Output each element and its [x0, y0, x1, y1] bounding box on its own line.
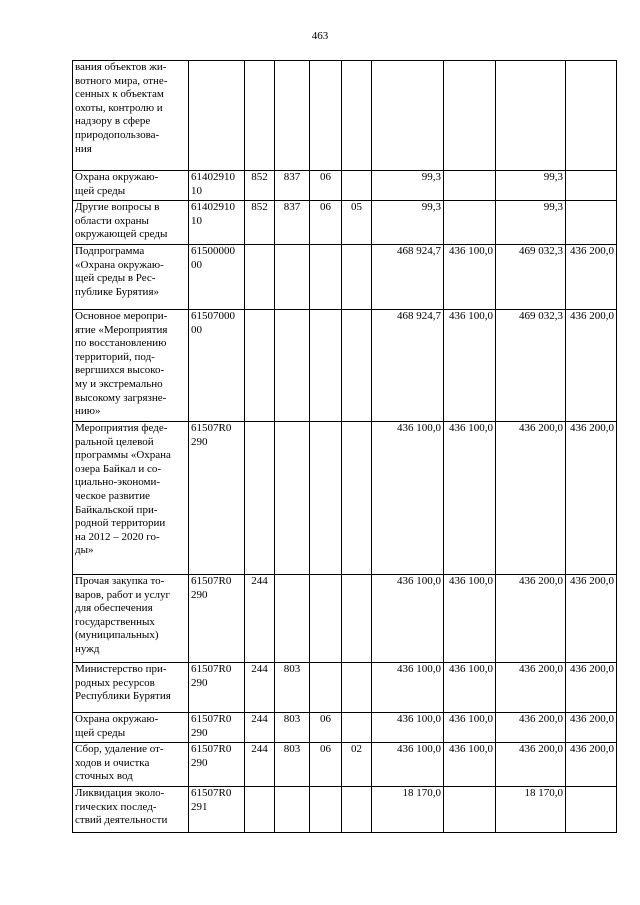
amount-1-cell: 436 100,0	[372, 422, 444, 575]
ministry-code-cell	[275, 245, 310, 310]
page-number: 463	[311, 30, 329, 42]
table-row	[73, 422, 617, 575]
section-cell	[310, 61, 342, 171]
ministry-code-cell: 837	[275, 201, 310, 245]
amount-4-cell: 436 200,0	[566, 743, 617, 787]
amount-3-cell: 436 200,0	[496, 713, 566, 743]
expense-type-cell	[245, 310, 275, 422]
row-name-cell: Охрана окружаю- щей среды	[73, 171, 189, 201]
section-cell	[310, 787, 342, 833]
row-name-cell: Основное меропри- ятие «Мероприятия по восстановлению территорий, под- вергшихся высоко- му и экстремально высокому загрязне- нию»	[73, 310, 189, 422]
ministry-code-cell	[275, 575, 310, 663]
table-row	[73, 713, 617, 743]
amount-1-cell: 436 100,0	[372, 575, 444, 663]
subsection-cell	[342, 61, 372, 171]
amount-1-cell: 436 100,0	[372, 713, 444, 743]
amount-4-cell	[566, 787, 617, 833]
table-row	[73, 201, 617, 245]
table-row	[73, 743, 617, 787]
ministry-code-cell: 837	[275, 171, 310, 201]
amount-3-cell: 99,3	[496, 171, 566, 201]
amount-3-cell: 436 200,0	[496, 575, 566, 663]
row-name-cell: Ликвидация эколо- гических послед- ствий деятельности	[73, 787, 189, 833]
budget-table	[72, 60, 617, 833]
section-cell: 06	[310, 743, 342, 787]
subsection-cell	[342, 663, 372, 713]
table-row	[73, 171, 617, 201]
amount-2-cell: 436 100,0	[444, 575, 496, 663]
amount-3-cell: 436 200,0	[496, 743, 566, 787]
target-code-cell: 61402910 10	[189, 201, 245, 245]
target-code-cell: 61500000 00	[189, 245, 245, 310]
section-cell: 06	[310, 201, 342, 245]
row-name-cell: Сбор, удаление от- ходов и очистка сточных вод	[73, 743, 189, 787]
amount-2-cell	[444, 787, 496, 833]
expense-type-cell: 244	[245, 713, 275, 743]
section-cell	[310, 310, 342, 422]
amount-2-cell: 436 100,0	[444, 422, 496, 575]
amount-3-cell: 18 170,0	[496, 787, 566, 833]
ministry-code-cell: 803	[275, 713, 310, 743]
amount-2-cell: 436 100,0	[444, 310, 496, 422]
row-name-cell: Мероприятия феде- ральной целевой программы «Охрана озера Байкал и со- циально-экономи- ческое развитие Байкальской при- родной территории на 2012 – 2020 го- ды»	[73, 422, 189, 575]
amount-4-cell: 436 200,0	[566, 310, 617, 422]
target-code-cell	[189, 61, 245, 171]
target-code-cell: 61507R0 290	[189, 713, 245, 743]
amount-4-cell: 436 200,0	[566, 663, 617, 713]
amount-4-cell: 436 200,0	[566, 422, 617, 575]
ministry-code-cell	[275, 61, 310, 171]
amount-1-cell: 468 924,7	[372, 245, 444, 310]
amount-4-cell: 436 200,0	[566, 575, 617, 663]
amount-2-cell	[444, 201, 496, 245]
subsection-cell	[342, 171, 372, 201]
target-code-cell: 61507R0 290	[189, 575, 245, 663]
amount-4-cell	[566, 61, 617, 171]
row-name-cell: Министерство при- родных ресурсов Республики Бурятия	[73, 663, 189, 713]
amount-1-cell: 436 100,0	[372, 663, 444, 713]
amount-2-cell	[444, 61, 496, 171]
row-name-cell: Другие вопросы в области охраны окружающей среды	[73, 201, 189, 245]
target-code-cell: 61507R0 290	[189, 422, 245, 575]
amount-4-cell	[566, 171, 617, 201]
amount-2-cell: 436 100,0	[444, 245, 496, 310]
section-cell	[310, 422, 342, 575]
ministry-code-cell	[275, 310, 310, 422]
subsection-cell	[342, 787, 372, 833]
amount-1-cell	[372, 61, 444, 171]
amount-4-cell: 436 200,0	[566, 713, 617, 743]
amount-1-cell: 468 924,7	[372, 310, 444, 422]
table-row	[73, 61, 617, 171]
table-row	[73, 663, 617, 713]
target-code-cell: 61402910 10	[189, 171, 245, 201]
amount-3-cell	[496, 61, 566, 171]
subsection-cell	[342, 310, 372, 422]
amount-3-cell: 99,3	[496, 201, 566, 245]
target-code-cell: 61507R0 291	[189, 787, 245, 833]
amount-1-cell: 99,3	[372, 171, 444, 201]
section-cell	[310, 663, 342, 713]
expense-type-cell: 244	[245, 663, 275, 713]
row-name-cell: Охрана окружаю- щей среды	[73, 713, 189, 743]
expense-type-cell: 852	[245, 171, 275, 201]
amount-4-cell	[566, 201, 617, 245]
ministry-code-cell: 803	[275, 663, 310, 713]
ministry-code-cell	[275, 422, 310, 575]
expense-type-cell: 244	[245, 575, 275, 663]
expense-type-cell	[245, 61, 275, 171]
amount-1-cell: 99,3	[372, 201, 444, 245]
row-name-cell: Подпрограмма «Охрана окружаю- щей среды в Рес- публике Бурятия»	[73, 245, 189, 310]
table-body	[73, 61, 617, 833]
amount-3-cell: 436 200,0	[496, 422, 566, 575]
subsection-cell	[342, 245, 372, 310]
amount-1-cell: 436 100,0	[372, 743, 444, 787]
ministry-code-cell: 803	[275, 743, 310, 787]
subsection-cell: 05	[342, 201, 372, 245]
amount-3-cell: 469 032,3	[496, 245, 566, 310]
amount-2-cell: 436 100,0	[444, 743, 496, 787]
expense-type-cell: 244	[245, 743, 275, 787]
subsection-cell: 02	[342, 743, 372, 787]
amount-2-cell	[444, 171, 496, 201]
target-code-cell: 61507R0 290	[189, 743, 245, 787]
amount-2-cell: 436 100,0	[444, 713, 496, 743]
table-row	[73, 245, 617, 310]
subsection-cell	[342, 713, 372, 743]
expense-type-cell: 852	[245, 201, 275, 245]
amount-2-cell: 436 100,0	[444, 663, 496, 713]
section-cell: 06	[310, 171, 342, 201]
subsection-cell	[342, 422, 372, 575]
table-row	[73, 787, 617, 833]
table-row	[73, 575, 617, 663]
expense-type-cell	[245, 787, 275, 833]
amount-4-cell: 436 200,0	[566, 245, 617, 310]
amount-3-cell: 436 200,0	[496, 663, 566, 713]
expense-type-cell	[245, 245, 275, 310]
expense-type-cell	[245, 422, 275, 575]
amount-1-cell: 18 170,0	[372, 787, 444, 833]
target-code-cell: 61507R0 290	[189, 663, 245, 713]
section-cell: 06	[310, 713, 342, 743]
ministry-code-cell	[275, 787, 310, 833]
section-cell	[310, 245, 342, 310]
table-row	[73, 310, 617, 422]
subsection-cell	[342, 575, 372, 663]
target-code-cell: 61507000 00	[189, 310, 245, 422]
section-cell	[310, 575, 342, 663]
row-name-cell: Прочая закупка то- варов, работ и услуг для обеспечения государственных (муниципальных) нужд	[73, 575, 189, 663]
row-name-cell: вания объектов жи- вотного мира, отне- сенных к объектам охоты, контролю и надзору в сфере природопользова- ния	[73, 61, 189, 171]
amount-3-cell: 469 032,3	[496, 310, 566, 422]
